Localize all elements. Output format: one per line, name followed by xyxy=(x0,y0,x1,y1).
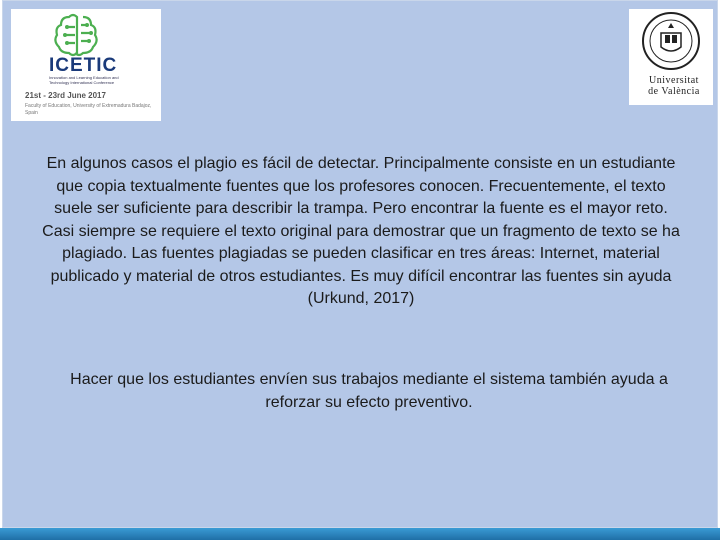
icetic-logo xyxy=(11,9,161,121)
secondary-paragraph: Hacer que los estudiantes envíen sus trabajos mediante el sistema también ayuda a reforzar su efecto preventivo. xyxy=(70,371,668,411)
conference-venue: Faculty of Education, University of Extremadura Badajoz, Spain xyxy=(25,103,152,116)
slide xyxy=(2,0,718,528)
brand-subtitle: Innovation and Learning Education and Technology International Conference xyxy=(49,75,119,85)
university-logo xyxy=(629,9,713,105)
conference-dates: 21st - 23rd June 2017 xyxy=(25,91,106,100)
university-name xyxy=(639,75,709,97)
university-seal-icon xyxy=(629,9,713,75)
brand-name: ICETIC xyxy=(49,55,118,76)
brain-circuit-icon xyxy=(11,9,161,59)
university-name-line-2: de València xyxy=(648,86,700,97)
bottom-bar xyxy=(0,528,720,540)
main-paragraph: En algunos casos el plagio es fácil de detectar. Principalmente consiste en un estudiante que copia textualmente fuentes que los profesores conocen. Frecuentemente, el texto suele ser suficiente para describir la trampa. Pero encontrar la fuente es el mayor reto. Casi siempre se requiere el texto original para demostrar que un fragmento de texto se ha plagiado. Las fuentes plagiadas se pueden clasificar en tres áreas: Internet, material publicado y material de otros estudiantes. Es muy difícil encontrar las fuentes sin ayuda (Urkund, 2017) xyxy=(42,155,680,307)
university-name-line-1: Universitat xyxy=(649,75,699,86)
